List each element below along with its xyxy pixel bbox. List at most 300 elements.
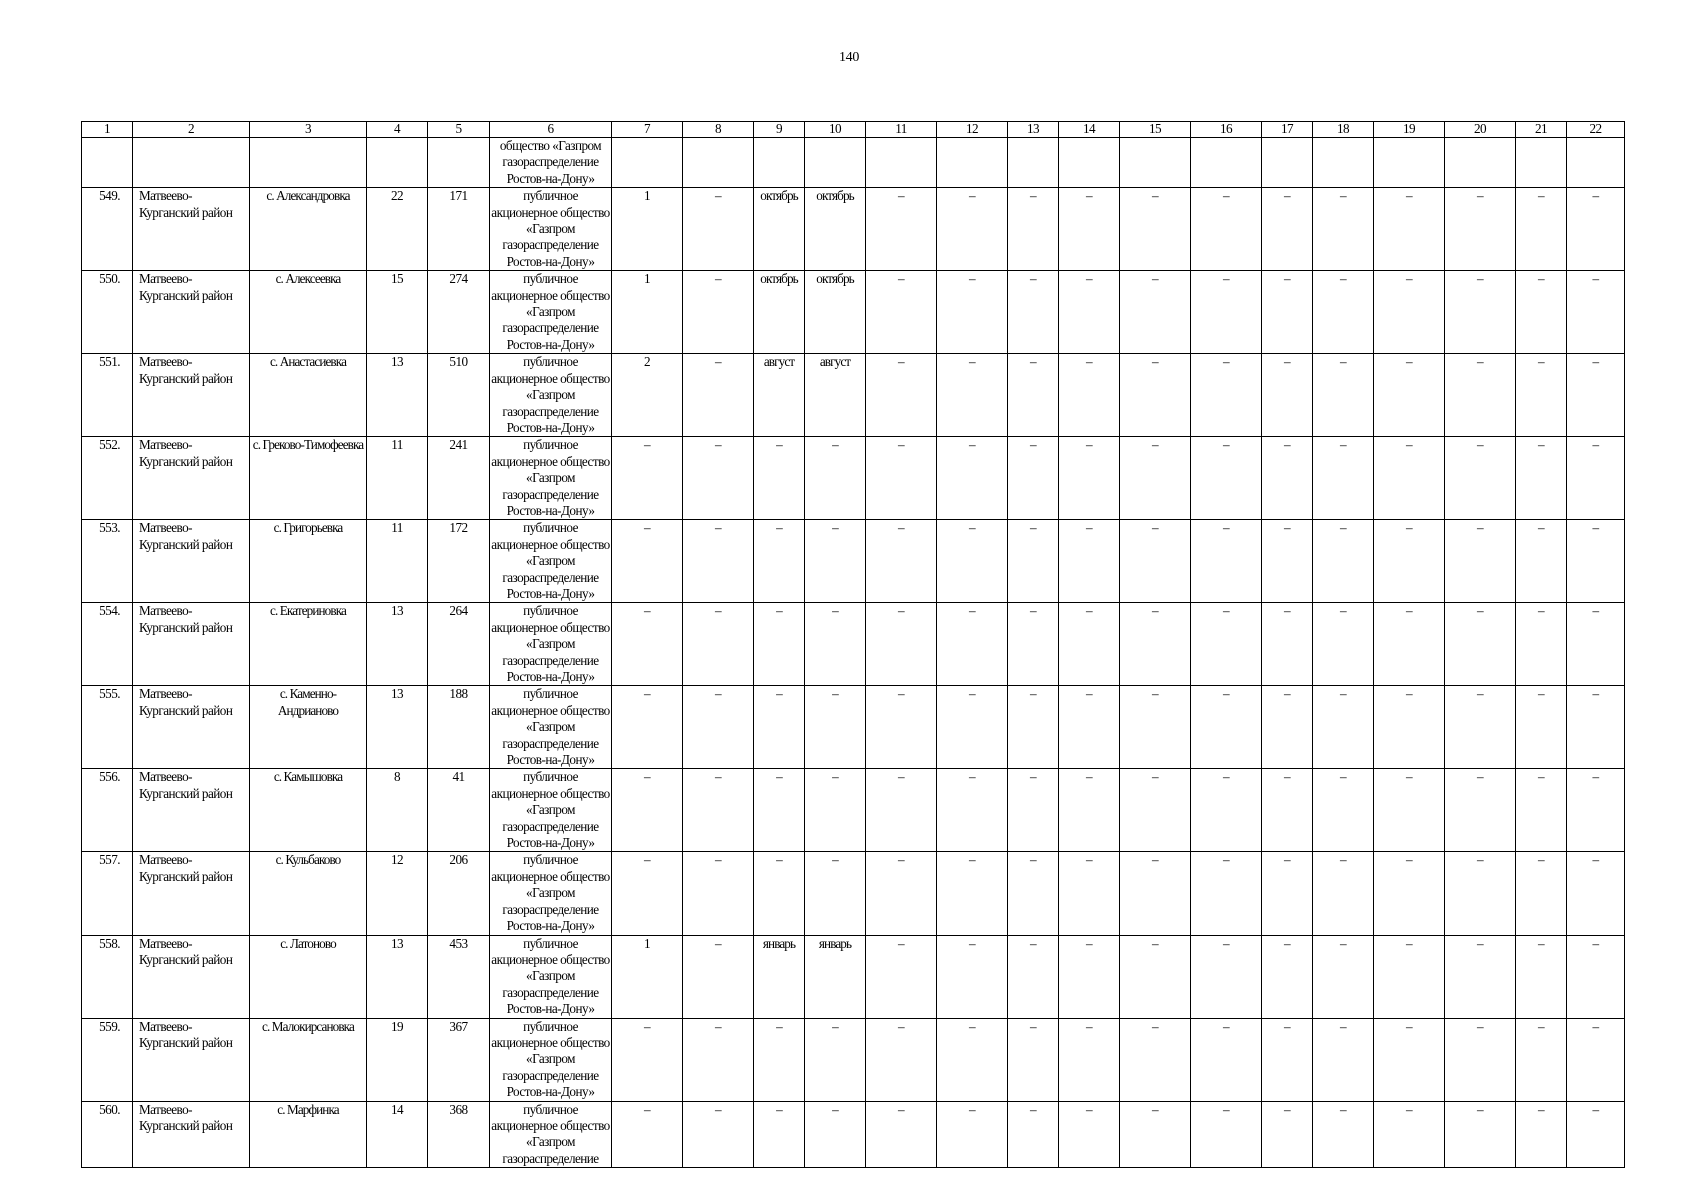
column-number-cell: 3: [250, 122, 367, 138]
column-14-cell: –: [1059, 271, 1120, 354]
column-21-cell: –: [1516, 769, 1567, 852]
column-19-cell: –: [1374, 935, 1445, 1018]
table-row: [82, 1101, 1625, 1168]
column-number-cell: 17: [1262, 122, 1313, 138]
column-14-cell: –: [1059, 437, 1120, 520]
column-12-cell: –: [937, 852, 1008, 935]
column-5-cell: 172: [428, 520, 490, 603]
table-cell: [1567, 138, 1625, 188]
continuation-row: [82, 138, 1625, 188]
column-13-cell: –: [1008, 852, 1059, 935]
column-5-cell: 41: [428, 769, 490, 852]
column-19-cell: –: [1374, 1101, 1445, 1168]
table-cell: [1262, 138, 1313, 188]
column-15-cell: –: [1120, 188, 1191, 271]
table-row: [82, 852, 1625, 935]
column-17-cell: –: [1262, 603, 1313, 686]
column-19-cell: –: [1374, 520, 1445, 603]
district-cell: Матвеево-Курганский район: [133, 769, 250, 852]
column-13-cell: –: [1008, 686, 1059, 769]
column-9-cell: октябрь: [754, 271, 805, 354]
column-11-cell: –: [866, 520, 937, 603]
column-20-cell: –: [1445, 271, 1516, 354]
column-22-cell: –: [1567, 1101, 1625, 1168]
column-17-cell: –: [1262, 271, 1313, 354]
column-15-cell: –: [1120, 1101, 1191, 1168]
column-4-cell: 13: [367, 935, 428, 1018]
column-number-cell: 15: [1120, 122, 1191, 138]
column-7-cell: –: [612, 1018, 683, 1101]
column-4-cell: 12: [367, 852, 428, 935]
column-12-cell: –: [937, 1101, 1008, 1168]
table-cell: [866, 138, 937, 188]
column-11-cell: –: [866, 1018, 937, 1101]
column-10-cell: –: [805, 852, 866, 935]
column-8-cell: –: [683, 271, 754, 354]
column-11-cell: –: [866, 271, 937, 354]
column-17-cell: –: [1262, 769, 1313, 852]
row-number-cell: 558.: [82, 935, 133, 1018]
column-22-cell: –: [1567, 271, 1625, 354]
table-row: [82, 520, 1625, 603]
column-18-cell: –: [1313, 188, 1374, 271]
table-cell: [1374, 138, 1445, 188]
column-17-cell: –: [1262, 188, 1313, 271]
column-16-cell: –: [1191, 686, 1262, 769]
column-11-cell: –: [866, 935, 937, 1018]
column-18-cell: –: [1313, 686, 1374, 769]
column-13-cell: –: [1008, 1018, 1059, 1101]
column-number-cell: 12: [937, 122, 1008, 138]
district-cell: Матвеево-Курганский район: [133, 271, 250, 354]
column-8-cell: –: [683, 769, 754, 852]
table-row: [82, 686, 1625, 769]
column-number-cell: 18: [1313, 122, 1374, 138]
column-16-cell: –: [1191, 852, 1262, 935]
column-19-cell: –: [1374, 1018, 1445, 1101]
column-18-cell: –: [1313, 520, 1374, 603]
table-row: [82, 271, 1625, 354]
column-13-cell: –: [1008, 271, 1059, 354]
column-4-cell: 13: [367, 686, 428, 769]
table-cell: [612, 138, 683, 188]
table-row: [82, 437, 1625, 520]
column-number-cell: 9: [754, 122, 805, 138]
column-15-cell: –: [1120, 686, 1191, 769]
column-4-cell: 15: [367, 271, 428, 354]
table-cell: [805, 138, 866, 188]
column-18-cell: –: [1313, 1018, 1374, 1101]
row-number-cell: 559.: [82, 1018, 133, 1101]
column-8-cell: –: [683, 1101, 754, 1168]
column-7-cell: 1: [612, 271, 683, 354]
column-11-cell: –: [866, 686, 937, 769]
column-number-cell: 7: [612, 122, 683, 138]
column-16-cell: –: [1191, 271, 1262, 354]
column-13-cell: –: [1008, 769, 1059, 852]
settlement-cell: с. Камышовка: [250, 769, 367, 852]
row-number-cell: 554.: [82, 603, 133, 686]
column-4-cell: 22: [367, 188, 428, 271]
column-21-cell: –: [1516, 271, 1567, 354]
column-4-cell: 11: [367, 437, 428, 520]
column-8-cell: –: [683, 935, 754, 1018]
column-17-cell: –: [1262, 686, 1313, 769]
column-7-cell: –: [612, 1101, 683, 1168]
column-18-cell: –: [1313, 271, 1374, 354]
column-11-cell: –: [866, 769, 937, 852]
column-16-cell: –: [1191, 354, 1262, 437]
column-number-cell: 10: [805, 122, 866, 138]
column-16-cell: –: [1191, 188, 1262, 271]
column-18-cell: –: [1313, 935, 1374, 1018]
column-13-cell: –: [1008, 437, 1059, 520]
column-14-cell: –: [1059, 852, 1120, 935]
column-number-cell: 19: [1374, 122, 1445, 138]
column-18-cell: –: [1313, 354, 1374, 437]
operator-cell: общество «Газпром газораспределение Ростов-на-Дону»: [490, 138, 612, 188]
table-cell: [1059, 138, 1120, 188]
table-row: [82, 1018, 1625, 1101]
district-cell: Матвеево-Курганский район: [133, 520, 250, 603]
column-5-cell: 453: [428, 935, 490, 1018]
column-14-cell: –: [1059, 935, 1120, 1018]
settlement-cell: с. Латоново: [250, 935, 367, 1018]
column-17-cell: –: [1262, 520, 1313, 603]
settlement-cell: с. Григорьевка: [250, 520, 367, 603]
column-4-cell: 11: [367, 520, 428, 603]
column-20-cell: –: [1445, 354, 1516, 437]
operator-cell: публичное акционерное общество «Газпром газораспределение: [491, 1101, 610, 1166]
column-8-cell: –: [683, 437, 754, 520]
column-number-cell: 20: [1445, 122, 1516, 138]
column-13-cell: –: [1008, 520, 1059, 603]
settlement-cell: с. Александровка: [250, 188, 367, 271]
column-7-cell: –: [612, 769, 683, 852]
column-5-cell: 274: [428, 271, 490, 354]
column-21-cell: –: [1516, 354, 1567, 437]
column-12-cell: –: [937, 520, 1008, 603]
operator-cell: публичное акционерное общество «Газпром газораспределение Ростов-на-Дону»: [491, 271, 610, 352]
column-19-cell: –: [1374, 271, 1445, 354]
column-4-cell: 13: [367, 354, 428, 437]
column-20-cell: –: [1445, 1018, 1516, 1101]
settlement-cell: с. Екатериновка: [250, 603, 367, 686]
column-9-cell: –: [754, 437, 805, 520]
district-cell: Матвеево-Курганский район: [133, 1018, 250, 1101]
column-9-cell: –: [754, 1018, 805, 1101]
column-14-cell: –: [1059, 520, 1120, 603]
column-20-cell: –: [1445, 437, 1516, 520]
column-11-cell: –: [866, 1101, 937, 1168]
column-21-cell: –: [1516, 603, 1567, 686]
column-8-cell: –: [683, 354, 754, 437]
column-number-cell: 22: [1567, 122, 1625, 138]
column-13-cell: –: [1008, 935, 1059, 1018]
column-15-cell: –: [1120, 437, 1191, 520]
table-cell: [937, 138, 1008, 188]
column-15-cell: –: [1120, 769, 1191, 852]
column-10-cell: –: [805, 1018, 866, 1101]
column-8-cell: –: [683, 188, 754, 271]
column-4-cell: 14: [367, 1101, 428, 1168]
column-7-cell: 2: [612, 354, 683, 437]
column-19-cell: –: [1374, 852, 1445, 935]
column-16-cell: –: [1191, 769, 1262, 852]
table-cell: [82, 138, 133, 188]
column-12-cell: –: [937, 1018, 1008, 1101]
column-21-cell: –: [1516, 686, 1567, 769]
district-cell: Матвеево-Курганский район: [133, 603, 250, 686]
column-12-cell: –: [937, 354, 1008, 437]
operator-cell: публичное акционерное общество «Газпром газораспределение Ростов-на-Дону»: [491, 769, 610, 851]
column-17-cell: –: [1262, 1101, 1313, 1168]
table-cell: [133, 138, 250, 188]
column-18-cell: –: [1313, 603, 1374, 686]
table-cell: [1120, 138, 1191, 188]
column-9-cell: –: [754, 1101, 805, 1168]
column-20-cell: –: [1445, 686, 1516, 769]
column-number-cell: 4: [367, 122, 428, 138]
column-8-cell: –: [683, 686, 754, 769]
column-14-cell: –: [1059, 188, 1120, 271]
column-18-cell: –: [1313, 852, 1374, 935]
column-21-cell: –: [1516, 935, 1567, 1018]
table-row: [82, 188, 1625, 271]
district-cell: Матвеево-Курганский район: [133, 1101, 250, 1168]
column-10-cell: –: [805, 769, 866, 852]
district-cell: Матвеево-Курганский район: [133, 935, 250, 1018]
district-cell: Матвеево-Курганский район: [133, 354, 250, 437]
table-body: [82, 122, 1625, 1168]
column-22-cell: –: [1567, 354, 1625, 437]
column-16-cell: –: [1191, 520, 1262, 603]
row-number-cell: 557.: [82, 852, 133, 935]
table-cell: [1008, 138, 1059, 188]
column-number-cell: 16: [1191, 122, 1262, 138]
column-7-cell: 1: [612, 935, 683, 1018]
column-9-cell: октябрь: [754, 188, 805, 271]
column-17-cell: –: [1262, 852, 1313, 935]
table-cell: [1191, 138, 1262, 188]
column-19-cell: –: [1374, 686, 1445, 769]
row-number-cell: 549.: [82, 188, 133, 271]
settlement-cell: с. Марфинка: [250, 1101, 367, 1168]
column-number-cell: 8: [683, 122, 754, 138]
column-13-cell: –: [1008, 354, 1059, 437]
operator-cell: публичное акционерное общество «Газпром газораспределение Ростов-на-Дону»: [491, 935, 610, 1017]
column-5-cell: 206: [428, 852, 490, 935]
settlement-cell: с. Греково-Тимофеевка: [250, 437, 367, 520]
column-22-cell: –: [1567, 188, 1625, 271]
table-cell: [428, 138, 490, 188]
column-19-cell: –: [1374, 769, 1445, 852]
operator-cell: публичное акционерное общество «Газпром газораспределение Ростов-на-Дону»: [491, 852, 610, 934]
column-number-cell: 2: [133, 122, 250, 138]
district-cell: Матвеево-Курганский район: [133, 188, 250, 271]
column-11-cell: –: [866, 437, 937, 520]
column-5-cell: 171: [428, 188, 490, 271]
column-5-cell: 510: [428, 354, 490, 437]
column-7-cell: –: [612, 437, 683, 520]
column-14-cell: –: [1059, 1018, 1120, 1101]
column-12-cell: –: [937, 271, 1008, 354]
column-18-cell: –: [1313, 1101, 1374, 1168]
column-10-cell: –: [805, 437, 866, 520]
settlement-cell: с. Каменно-Андрианово: [250, 686, 367, 769]
district-cell: Матвеево-Курганский район: [133, 686, 250, 769]
column-17-cell: –: [1262, 1018, 1313, 1101]
column-16-cell: –: [1191, 437, 1262, 520]
column-16-cell: –: [1191, 603, 1262, 686]
data-table: [81, 121, 1625, 1168]
column-21-cell: –: [1516, 437, 1567, 520]
table-cell: [683, 138, 754, 188]
operator-cell: публичное акционерное общество «Газпром газораспределение Ростов-на-Дону»: [491, 354, 610, 435]
column-22-cell: –: [1567, 437, 1625, 520]
table-cell: [1516, 138, 1567, 188]
column-22-cell: –: [1567, 769, 1625, 852]
page-number: 140: [838, 50, 860, 65]
column-7-cell: –: [612, 852, 683, 935]
column-12-cell: –: [937, 686, 1008, 769]
operator-cell: публичное акционерное общество «Газпром газораспределение Ростов-на-Дону»: [491, 603, 610, 684]
column-20-cell: –: [1445, 188, 1516, 271]
table-row: [82, 769, 1625, 852]
column-22-cell: –: [1567, 686, 1625, 769]
column-22-cell: –: [1567, 935, 1625, 1018]
row-number-cell: 550.: [82, 271, 133, 354]
row-number-cell: 552.: [82, 437, 133, 520]
table-row: [82, 935, 1625, 1018]
settlement-cell: с. Малокирсановка: [250, 1018, 367, 1101]
column-12-cell: –: [937, 188, 1008, 271]
column-20-cell: –: [1445, 769, 1516, 852]
column-20-cell: –: [1445, 935, 1516, 1018]
column-4-cell: 13: [367, 603, 428, 686]
column-22-cell: –: [1567, 520, 1625, 603]
column-7-cell: 1: [612, 188, 683, 271]
column-number-cell: 14: [1059, 122, 1120, 138]
column-16-cell: –: [1191, 1101, 1262, 1168]
column-9-cell: –: [754, 603, 805, 686]
column-14-cell: –: [1059, 769, 1120, 852]
column-9-cell: –: [754, 852, 805, 935]
column-15-cell: –: [1120, 271, 1191, 354]
column-17-cell: –: [1262, 437, 1313, 520]
column-5-cell: 241: [428, 437, 490, 520]
table-cell: [1445, 138, 1516, 188]
column-14-cell: –: [1059, 354, 1120, 437]
column-17-cell: –: [1262, 935, 1313, 1018]
row-number-cell: 551.: [82, 354, 133, 437]
settlement-cell: с. Кульбаково: [250, 852, 367, 935]
column-10-cell: –: [805, 1101, 866, 1168]
column-12-cell: –: [937, 603, 1008, 686]
column-10-cell: октябрь: [805, 271, 866, 354]
column-18-cell: –: [1313, 437, 1374, 520]
column-7-cell: –: [612, 686, 683, 769]
column-14-cell: –: [1059, 1101, 1120, 1168]
column-9-cell: январь: [754, 935, 805, 1018]
column-4-cell: 8: [367, 769, 428, 852]
column-19-cell: –: [1374, 437, 1445, 520]
operator-cell: публичное акционерное общество «Газпром газораспределение Ростов-на-Дону»: [491, 188, 610, 269]
column-17-cell: –: [1262, 354, 1313, 437]
column-12-cell: –: [937, 769, 1008, 852]
column-10-cell: январь: [805, 935, 866, 1018]
column-21-cell: –: [1516, 1101, 1567, 1168]
column-22-cell: –: [1567, 603, 1625, 686]
column-9-cell: –: [754, 686, 805, 769]
column-15-cell: –: [1120, 935, 1191, 1018]
column-14-cell: –: [1059, 686, 1120, 769]
column-11-cell: –: [866, 852, 937, 935]
column-number-cell: 1: [82, 122, 133, 138]
table-row: [82, 603, 1625, 686]
column-11-cell: –: [866, 188, 937, 271]
column-10-cell: –: [805, 603, 866, 686]
column-21-cell: –: [1516, 188, 1567, 271]
column-20-cell: –: [1445, 603, 1516, 686]
column-22-cell: –: [1567, 1018, 1625, 1101]
column-12-cell: –: [937, 935, 1008, 1018]
column-12-cell: –: [937, 437, 1008, 520]
table-cell: [367, 138, 428, 188]
settlement-cell: с. Алексеевка: [250, 271, 367, 354]
column-5-cell: 367: [428, 1018, 490, 1101]
column-number-cell: 11: [866, 122, 937, 138]
column-21-cell: –: [1516, 1018, 1567, 1101]
column-5-cell: 368: [428, 1101, 490, 1168]
column-14-cell: –: [1059, 603, 1120, 686]
column-10-cell: август: [805, 354, 866, 437]
column-13-cell: –: [1008, 1101, 1059, 1168]
column-10-cell: –: [805, 686, 866, 769]
table-row: [82, 354, 1625, 437]
column-8-cell: –: [683, 603, 754, 686]
column-5-cell: 188: [428, 686, 490, 769]
column-number-cell: 6: [490, 122, 612, 138]
row-number-cell: 555.: [82, 686, 133, 769]
column-16-cell: –: [1191, 935, 1262, 1018]
column-19-cell: –: [1374, 603, 1445, 686]
column-18-cell: –: [1313, 769, 1374, 852]
column-13-cell: –: [1008, 188, 1059, 271]
column-20-cell: –: [1445, 1101, 1516, 1168]
column-number-cell: 21: [1516, 122, 1567, 138]
column-10-cell: октябрь: [805, 188, 866, 271]
column-21-cell: –: [1516, 852, 1567, 935]
column-7-cell: –: [612, 603, 683, 686]
row-number-cell: 560.: [82, 1101, 133, 1168]
column-16-cell: –: [1191, 1018, 1262, 1101]
column-21-cell: –: [1516, 520, 1567, 603]
table-cell: [250, 138, 367, 188]
column-19-cell: –: [1374, 188, 1445, 271]
column-7-cell: –: [612, 520, 683, 603]
row-number-cell: 556.: [82, 769, 133, 852]
column-20-cell: –: [1445, 852, 1516, 935]
column-8-cell: –: [683, 852, 754, 935]
column-20-cell: –: [1445, 520, 1516, 603]
operator-cell: публичное акционерное общество «Газпром газораспределение Ростов-на-Дону»: [491, 520, 610, 601]
column-19-cell: –: [1374, 354, 1445, 437]
table-cell: [1313, 138, 1374, 188]
settlement-cell: с. Анастасиевка: [250, 354, 367, 437]
table-cell: [754, 138, 805, 188]
district-cell: Матвеево-Курганский район: [133, 852, 250, 935]
